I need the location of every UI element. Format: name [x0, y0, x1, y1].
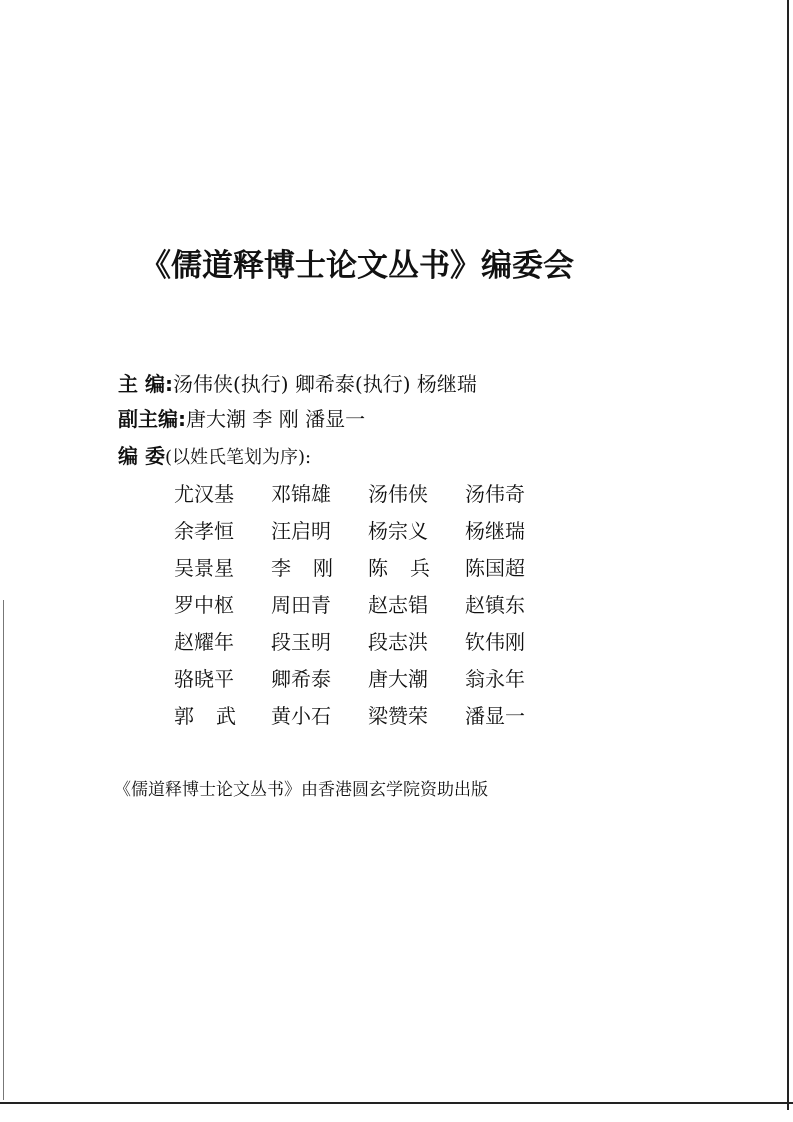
- committee-member-list: [174, 478, 562, 737]
- sponsor-note: 《儒道释博士论文丛书》由香港圆玄学院资助出版: [114, 780, 488, 800]
- committee-member: 余孝恒: [174, 519, 234, 543]
- chief-editor-names: 汤伟侠(执行) 卿希泰(执行) 杨继瑞: [172, 372, 477, 396]
- page-edge-right: [787, 0, 789, 1110]
- committee-member: 赵耀年: [174, 630, 234, 654]
- deputy-editor-line: [118, 403, 365, 432]
- deputy-editor-label: 副主编:: [118, 407, 186, 431]
- committee-member: 黄小石: [271, 704, 331, 728]
- committee-member: 卿希泰: [271, 667, 331, 691]
- committee-member: 陈国超: [465, 556, 525, 580]
- committee-member: 段玉明: [271, 630, 331, 654]
- committee-member: 汤伟奇: [465, 482, 525, 506]
- committee-member: 骆晓平: [174, 667, 234, 691]
- committee-member: 梁赞荣: [368, 704, 428, 728]
- committee-label: 编 委: [118, 444, 165, 468]
- committee-member: 钦伟刚: [465, 630, 525, 654]
- committee-member: 郭武: [174, 704, 258, 728]
- page-edge-bottom: [0, 1102, 793, 1104]
- page-title: 《儒道释博士论文丛书》编委会: [140, 248, 574, 284]
- committee-line: [118, 440, 311, 469]
- committee-member: 段志洪: [368, 630, 428, 654]
- committee-order-note: (以姓氏笔划为序):: [164, 447, 312, 468]
- committee-member: 翁永年: [465, 667, 525, 691]
- committee-member: 杨宗义: [368, 519, 428, 543]
- chief-editor-line: [118, 368, 477, 397]
- committee-member: 尤汉基: [174, 482, 234, 506]
- committee-member: 李刚: [271, 556, 355, 580]
- committee-member: 潘显一: [465, 704, 525, 728]
- committee-member: 汤伟侠: [368, 482, 428, 506]
- page-edge-left: [3, 600, 4, 1100]
- committee-member: 周田青: [271, 593, 331, 617]
- committee-member: 罗中枢: [174, 593, 234, 617]
- committee-member: 唐大潮: [368, 667, 428, 691]
- deputy-editor-names: 唐大潮 李 刚 潘显一: [186, 407, 366, 431]
- committee-member: 吴景星: [174, 556, 234, 580]
- committee-member: 邓锦雄: [271, 482, 331, 506]
- committee-member: 汪启明: [271, 519, 331, 543]
- chief-editor-label: 主 编:: [118, 372, 173, 396]
- committee-member: 赵志锠: [368, 593, 428, 617]
- committee-member: 赵镇东: [465, 593, 525, 617]
- committee-member: 杨继瑞: [465, 519, 525, 543]
- committee-member: 陈兵: [368, 556, 452, 580]
